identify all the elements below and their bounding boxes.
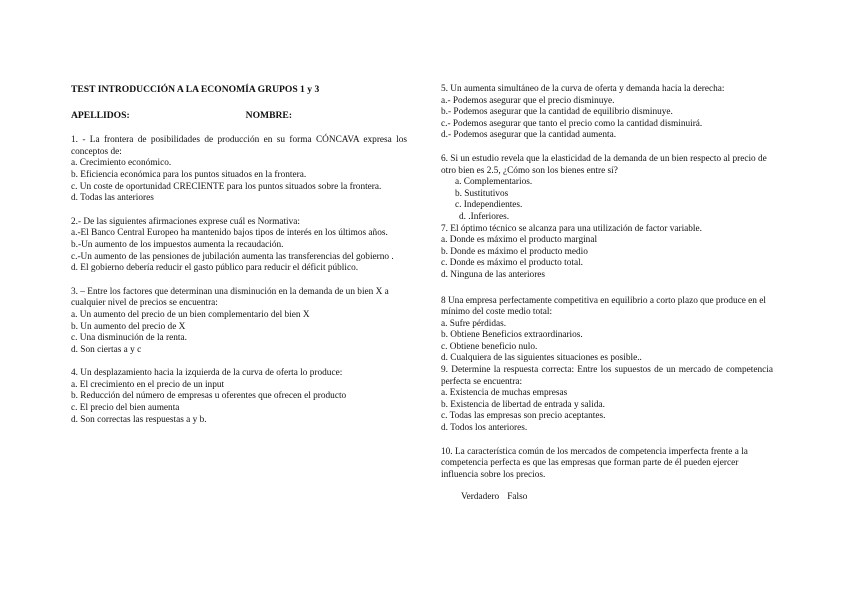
answer-option: a. Sufre pérdidas.: [441, 318, 507, 329]
answer-option: b.-Un aumento de los impuestos aumenta la recaudación.: [71, 239, 284, 250]
answer-option: c.-Un aumento de las pensiones de jubilación aumenta las transferencias del gobierno .: [71, 251, 394, 262]
answer-option: d. Ninguna de las anteriores: [441, 269, 546, 280]
question-stem: 10. La característica común de los mercados de competencia imperfecta frente a la competencia perfecta es que las empresas que forman parte de él pueden ejercer influencia sobre los precios.: [441, 446, 748, 480]
question-stem: 8 Una empresa perfectamente competitiva en equilibrio a corto plazo que produce en el mínimo del coste medio total:: [441, 295, 766, 318]
answer-option: b. Sustitutivos: [455, 188, 509, 199]
answer-option: d. .Inferiores.: [459, 211, 510, 222]
answer-option: b. Donde es máximo el producto medio: [441, 246, 588, 257]
question-2: [71, 217, 407, 275]
answer-option: a. Donde es máximo el producto marginal: [441, 235, 598, 246]
question-8: [441, 296, 773, 366]
question-6: [441, 154, 773, 224]
answer-option: a. Crecimiento económico.: [71, 158, 172, 169]
answer-option: a. El crecimiento en el precio de un input: [71, 379, 225, 390]
false-option: Falso: [507, 492, 528, 503]
answer-option: a. Existencia de muchas empresas: [441, 388, 568, 399]
answer-option: b. Reducción del número de empresas u oferentes que ofrecen el producto: [71, 391, 347, 402]
left-column: [71, 84, 407, 426]
test-title: TEST INTRODUCCIÓN A LA ECONOMÍA GRUPOS 1 y 3: [71, 84, 320, 95]
answer-option: c. Una disminución de la renta.: [71, 333, 187, 344]
question-4: [71, 368, 407, 426]
answer-option: d. Son correctas las respuestas a y b.: [71, 414, 207, 425]
question-stem: 7. El óptimo técnico se alcanza para una utilización de factor variable.: [441, 223, 702, 234]
answer-option: c. Todas las empresas son precio aceptantes.: [441, 411, 606, 422]
true-false-choices: [441, 492, 773, 504]
nombre-label: NOMBRE:: [245, 109, 293, 121]
answer-option: d. Todos los anteriores.: [441, 423, 528, 434]
question-10: [441, 447, 773, 504]
answer-option: a. Complementarios.: [455, 177, 533, 188]
answer-option: c. El precio del bien aumenta: [71, 403, 180, 414]
question-3: [71, 287, 407, 357]
answer-option: c. Obtiene beneficio nulo.: [441, 341, 538, 352]
question-stem: 3. – Entre los factores que determinan una disminución en la demanda de un bien X a cualquier nivel de precios se encuentra:: [71, 286, 389, 309]
answer-option: d. Cualquiera de las siguientes situaciones es posible..: [441, 353, 642, 364]
answer-option: d.- Podemos asegurar que la cantidad aumenta.: [441, 130, 617, 141]
question-7: [441, 224, 773, 282]
answer-option: d. El gobierno debería reducir el gasto público para reducir el déficit público.: [71, 263, 359, 274]
answer-option: d. Son ciertas a y c: [71, 344, 142, 355]
right-column: [441, 84, 773, 504]
question-9: [441, 365, 773, 435]
name-fields: [71, 110, 407, 122]
question-5: [441, 84, 773, 142]
answer-option: c.- Podemos asegurar que tanto el precio como la cantidad disminuirá.: [441, 118, 703, 129]
question-stem: 9. Determine la respuesta correcta: Entre los supuestos de un mercado de competencia perfecta se encuentra:: [441, 365, 773, 387]
answer-option: a.- Podemos asegurar que el precio disminuye.: [441, 95, 615, 106]
question-stem: 6. Si un estudio revela que la elasticidad de la demanda de un bien respecto al precio de otro bien es 2.5, ¿Cómo son los bienes entre sí?: [441, 153, 767, 176]
true-option: Verdadero: [461, 492, 500, 503]
question-1: [71, 135, 407, 205]
question-stem: 2.- De las siguientes afirmaciones exprese cuál es Normativa:: [71, 216, 300, 227]
question-stem: 1. - La frontera de posibilidades de producción en su forma CÓNCAVA expresa los conceptos de:: [71, 135, 407, 157]
answer-option: b. Un aumento del precio de X: [71, 321, 186, 332]
question-stem: 4. Un desplazamiento hacia la izquierda de la curva de oferta lo produce:: [71, 368, 343, 379]
answer-option: b. Eficiencia económica para los puntos situados en la frontera.: [71, 169, 307, 180]
answer-option: c. Donde es máximo el producto total.: [441, 258, 583, 269]
answer-option: a. Un aumento del precio de un bien complementario del bien X: [71, 309, 310, 320]
answer-option: b. Existencia de libertad de entrada y salida.: [441, 399, 605, 410]
answer-option: c. Independientes.: [455, 200, 523, 211]
answer-option: d. Todas las anteriores: [71, 193, 154, 204]
answer-option: b.- Podemos asegurar que la cantidad de equilibrio disminuye.: [441, 107, 673, 118]
question-stem: 5. Un aumenta simultáneo de la curva de oferta y demanda hacia la derecha:: [441, 84, 725, 94]
answer-option: c. Un coste de oportunidad CRECIENTE para los puntos situados sobre la frontera.: [71, 181, 382, 192]
answer-option: a.-El Banco Central Europeo ha mantenido bajos tipos de interés en los últimos años.: [71, 228, 388, 239]
apellidos-label: APELLIDOS:: [71, 109, 130, 121]
answer-option: b. Obtiene Beneficios extraordinarios.: [441, 330, 583, 341]
